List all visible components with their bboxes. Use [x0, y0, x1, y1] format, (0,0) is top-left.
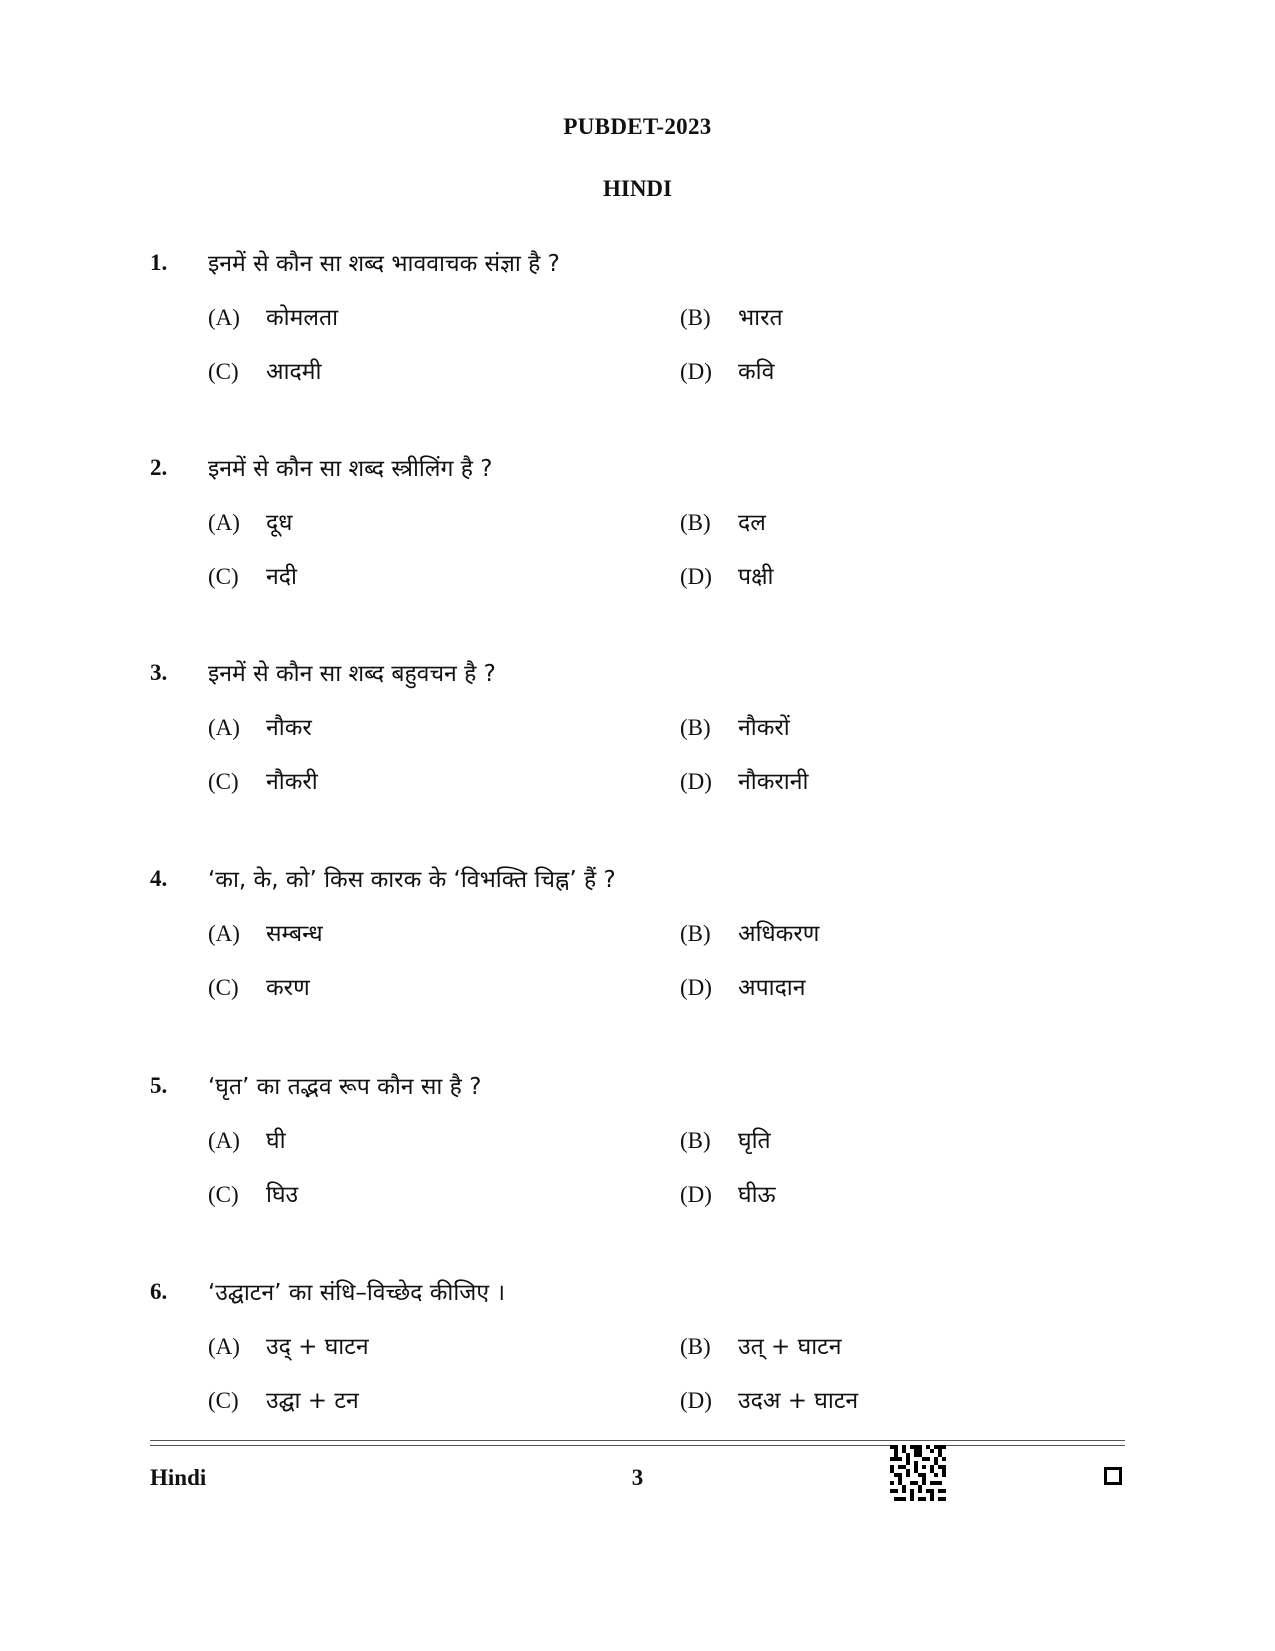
subject-heading: HINDI	[602, 176, 672, 201]
option-key: (D)	[680, 975, 712, 1000]
footer-divider	[150, 1440, 1125, 1446]
option-a	[208, 1123, 286, 1155]
question-number: 3.	[150, 660, 168, 685]
option-b	[680, 916, 819, 948]
option-d	[680, 1177, 776, 1209]
option-b	[680, 1329, 842, 1361]
option-text: घृति	[738, 1128, 771, 1154]
question-2	[0, 455, 1275, 625]
question-text: इनमें से कौन सा शब्द बहुवचन है ?	[208, 661, 496, 687]
option-c	[208, 1177, 298, 1209]
qr-code-icon	[890, 1445, 946, 1501]
option-text: घिउ	[266, 1182, 299, 1208]
question-6	[0, 1279, 1275, 1449]
question-text: इनमें से कौन सा शब्द स्त्रीलिंग है ?	[208, 456, 493, 482]
option-key: (A)	[208, 510, 240, 535]
option-text: नौकर	[266, 715, 312, 741]
option-key: (C)	[208, 359, 239, 384]
option-key: (D)	[680, 769, 712, 794]
option-text: नौकरी	[266, 769, 318, 795]
option-text: आदमी	[266, 359, 322, 385]
option-key: (D)	[680, 359, 712, 384]
option-key: (D)	[680, 1182, 712, 1207]
option-key: (C)	[208, 1182, 239, 1207]
question-3	[0, 660, 1275, 830]
option-key: (D)	[680, 1388, 712, 1413]
option-a	[208, 710, 312, 742]
option-c	[208, 764, 318, 796]
question-5	[0, 1073, 1275, 1243]
footer-subject: Hindi	[150, 1465, 207, 1490]
option-d	[680, 764, 808, 796]
option-key: (A)	[208, 921, 240, 946]
option-key: (A)	[208, 305, 240, 330]
option-d	[680, 1383, 858, 1415]
option-text: अपादान	[738, 975, 806, 1001]
option-key: (B)	[680, 510, 711, 535]
option-text: पक्षी	[738, 564, 774, 590]
option-text: कवि	[738, 359, 775, 385]
option-a	[208, 300, 338, 332]
option-d	[680, 354, 774, 386]
option-text: उत् + घाटन	[738, 1334, 842, 1360]
option-text: भारत	[738, 305, 783, 331]
option-key: (A)	[208, 715, 240, 740]
question-text: ‘उद्घाटन’ का संधि–विच्छेद कीजिए ।	[208, 1280, 506, 1306]
option-key: (C)	[208, 975, 239, 1000]
option-text: घीऊ	[738, 1182, 776, 1208]
question-number: 4.	[150, 866, 168, 891]
option-text: दूध	[266, 510, 293, 536]
option-text: सम्बन्ध	[266, 921, 323, 947]
option-key: (C)	[208, 1388, 239, 1413]
option-key: (A)	[208, 1128, 240, 1153]
option-key: (A)	[208, 1334, 240, 1359]
question-number: 6.	[150, 1279, 168, 1304]
option-key: (B)	[680, 1128, 711, 1153]
exam-code: PUBDET-2023	[563, 114, 712, 139]
option-c	[208, 1383, 359, 1415]
question-text: इनमें से कौन सा शब्द भाववाचक संज्ञा है ?	[208, 251, 560, 277]
option-b	[680, 1123, 771, 1155]
option-key: (B)	[680, 715, 711, 740]
option-text: घी	[266, 1128, 286, 1154]
option-text: नौकरों	[738, 715, 790, 741]
option-d	[680, 559, 774, 591]
option-a	[208, 505, 292, 537]
option-a	[208, 1329, 369, 1361]
square-icon	[1104, 1467, 1122, 1485]
page-number: 3	[631, 1465, 644, 1490]
option-c	[208, 559, 297, 591]
option-text: नदी	[266, 564, 297, 590]
option-a	[208, 916, 323, 948]
option-key: (B)	[680, 305, 711, 330]
question-number: 2.	[150, 455, 168, 480]
option-key: (D)	[680, 564, 712, 589]
option-text: उद्घा + टन	[266, 1388, 359, 1414]
option-c	[208, 354, 321, 386]
option-key: (B)	[680, 1334, 711, 1359]
option-text: करण	[266, 975, 310, 1001]
option-b	[680, 505, 766, 537]
option-text: उदअ + घाटन	[738, 1388, 859, 1414]
option-d	[680, 970, 806, 1002]
question-number: 1.	[150, 250, 168, 275]
option-text: कोमलता	[266, 305, 339, 331]
option-text: उद् + घाटन	[266, 1334, 369, 1360]
option-text: नौकरानी	[738, 769, 809, 795]
option-text: अधिकरण	[738, 921, 820, 947]
option-key: (C)	[208, 769, 239, 794]
option-b	[680, 710, 790, 742]
option-b	[680, 300, 783, 332]
question-text: ‘घृत’ का तद्भव रूप कौन सा है ?	[208, 1074, 482, 1100]
question-1	[0, 250, 1275, 420]
option-c	[208, 970, 310, 1002]
option-key: (C)	[208, 564, 239, 589]
question-text: ‘का, के, को’ किस कारक के ‘विभक्ति चिह्न’ हैं ?	[208, 867, 616, 893]
question-number: 5.	[150, 1073, 168, 1098]
option-key: (B)	[680, 921, 711, 946]
question-4	[0, 866, 1275, 1036]
option-text: दल	[738, 510, 766, 536]
